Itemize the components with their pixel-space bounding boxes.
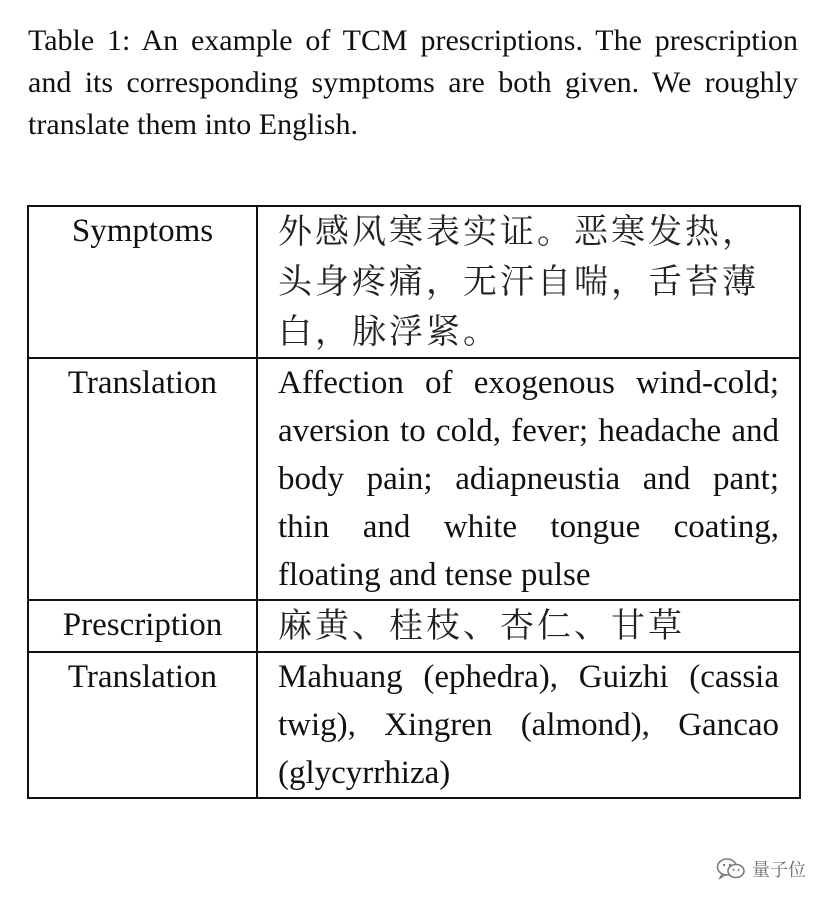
row-label-prescription: Prescription <box>28 600 257 652</box>
table-row-prescription <box>28 600 800 652</box>
symptoms-english-translation: Affection of exogenous wind-cold; aversion to cold, fever; headache and body pain; adiapneustia and pant; thin and white tongue coating, floating and tense pulse <box>257 358 800 600</box>
prescription-chinese-text: 麻黄、桂枝、杏仁、甘草 <box>257 600 800 652</box>
table-row-symptoms-translation <box>28 358 800 600</box>
symptoms-chinese-text: 外感风寒表实证。恶寒发热，头身疼痛，无汗自喘，舌苔薄白，脉浮紧。 <box>257 206 800 358</box>
table-row-symptoms <box>28 206 800 358</box>
row-label-translation: Translation <box>28 652 257 798</box>
row-label-symptoms: Symptoms <box>28 206 257 358</box>
prescription-english-translation: Mahuang (ephedra), Guizhi (cassia twig), Xingren (almond), Gancao (glycyrrhiza) <box>257 652 800 798</box>
row-label-translation: Translation <box>28 358 257 600</box>
wechat-icon <box>716 857 746 881</box>
watermark-text: 量子位 <box>752 860 806 881</box>
table-row-prescription-translation <box>28 652 800 798</box>
table-caption: Table 1: An example of TCM prescriptions. The prescription and its corresponding symptoms are both given. We roughly translate them into English. <box>28 24 798 141</box>
source-watermark <box>716 856 806 882</box>
tcm-prescription-table <box>27 205 801 799</box>
